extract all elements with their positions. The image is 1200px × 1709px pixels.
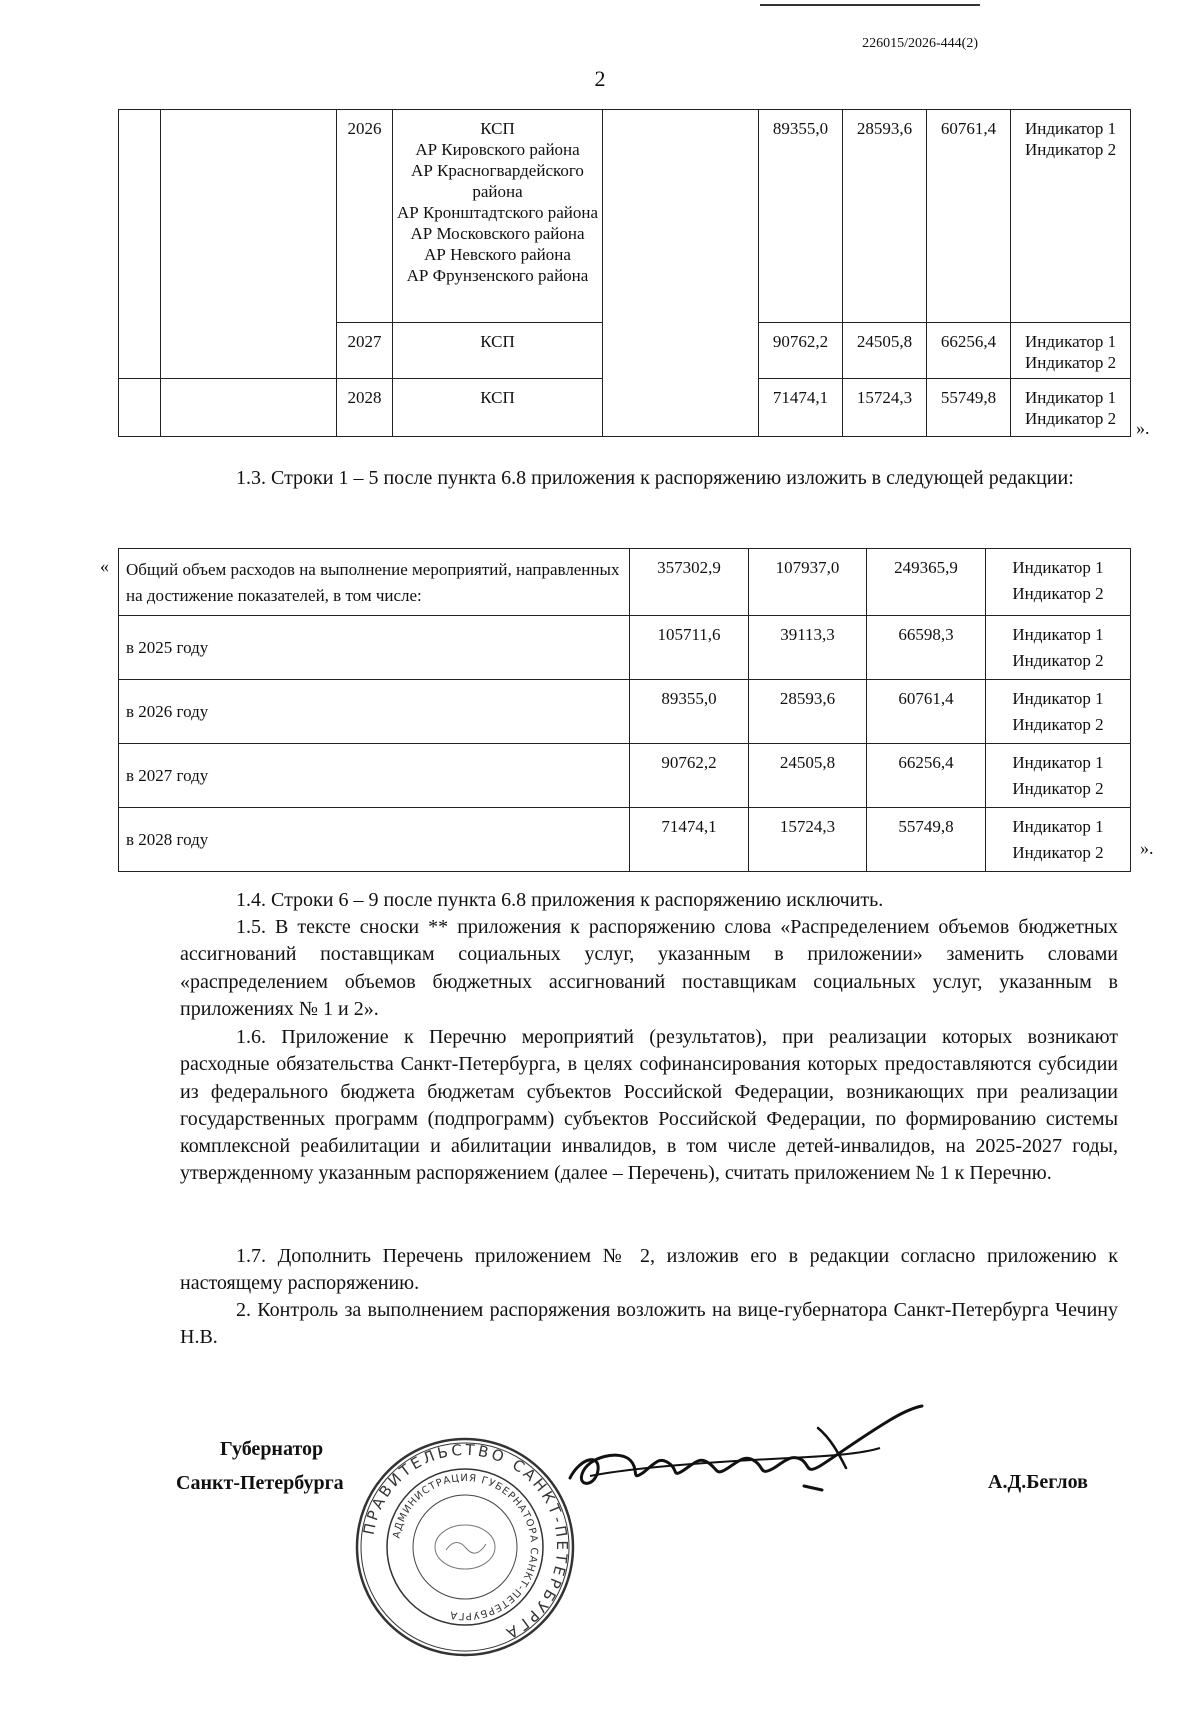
row-label: Общий объем расходов на выполнение мероприятий, направленных на достижение показателей, в том числе: — [119, 549, 630, 616]
seal-inner-text: АДМИНИСТРАЦИЯ ГУБЕРНАТОРА САНКТ-ПЕТЕРБУРГА — [391, 1472, 540, 1622]
total-cell: 89355,0 — [630, 680, 749, 744]
row-label: в 2027 году — [119, 744, 630, 808]
row-label: в 2025 году — [119, 616, 630, 680]
paragraph-2: 2. Контроль за выполнением распоряжения возложить на вице-губернатора Санкт-Петербурга Чечину Н.В. — [180, 1299, 1118, 1349]
table-row — [119, 744, 1131, 808]
signatory-role-line2: Санкт-Петербурга — [176, 1472, 344, 1494]
indicator-cell: Индикатор 1 Индикатор 2 — [986, 616, 1131, 680]
regional-cell: 60761,4 — [927, 110, 1011, 323]
handwritten-signature-icon — [560, 1398, 940, 1508]
total-cell: 90762,2 — [630, 744, 749, 808]
empty-merged-cell — [603, 110, 759, 437]
table-row — [119, 680, 1131, 744]
federal-cell: 28593,6 — [843, 110, 927, 323]
federal-cell: 15724,3 — [843, 379, 927, 437]
page-number: 2 — [594, 66, 606, 91]
signatory-role-line1: Губернатор — [220, 1438, 324, 1460]
row-label: в 2026 году — [119, 680, 630, 744]
expenses-table — [118, 548, 1131, 872]
regional-cell: 66256,4 — [927, 323, 1011, 379]
row-label: в 2028 году — [119, 808, 630, 872]
regional-cell: 60761,4 — [867, 680, 986, 744]
top-rule — [760, 4, 980, 6]
indicator-cell: Индикатор 1 Индикатор 2 — [986, 680, 1131, 744]
table-row — [119, 110, 1131, 323]
continuation-table — [118, 109, 1131, 437]
paragraph-1-6: 1.6. Приложение к Перечню мероприятий (результатов), при реализации которых возникают расходные обязательства Санкт-Петербурга, в целях софинансирования которых предоставляются субсидии из федерального бюджета бюджетам субъектов Российской Федерации, возникающих при реализации государственных программ (подпрограмм) субъектов Российской Федерации, по формированию системы комплексной реабилитации и абилитации инвалидов, в том числе детей-инвалидов, на 2025-2027 годы, утвержденному указанным распоряжением (далее – Перечень), считать приложением № 1 к Перечню. — [180, 1026, 1118, 1185]
table-row — [119, 549, 1131, 616]
paragraph-1-7: 1.7. Дополнить Перечень приложением № 2, изложив его в редакции согласно приложению к настоящему распоряжению. — [180, 1245, 1118, 1295]
federal-cell: 15724,3 — [749, 808, 867, 872]
regional-cell: 55749,8 — [867, 808, 986, 872]
indicator-cell: Индикатор 1 Индикатор 2 — [986, 549, 1131, 616]
regional-cell: 66256,4 — [867, 744, 986, 808]
total-cell: 90762,2 — [759, 323, 843, 379]
year-cell: 2026 — [337, 110, 393, 323]
indicator-cell: Индикатор 1 Индикатор 2 — [1011, 110, 1131, 323]
opening-quote: « — [100, 556, 109, 576]
regional-cell: 66598,3 — [867, 616, 986, 680]
seal-outer-text: ПРАВИТЕЛЬСТВО САНКТ-ПЕТЕРБУРГА — [359, 1440, 572, 1644]
federal-cell: 24505,8 — [843, 323, 927, 379]
official-seal-icon — [350, 1432, 580, 1662]
indicator-cell: Индикатор 1 Индикатор 2 — [1011, 379, 1131, 437]
regional-cell: 55749,8 — [927, 379, 1011, 437]
executors-cell: КСП — [393, 379, 603, 437]
signatory-name: А.Д.Беглов — [988, 1471, 1088, 1493]
document-number: 226015/2026-444(2) — [862, 36, 978, 51]
paragraph-1-3: 1.3. Строки 1 – 5 после пункта 6.8 приложения к распоряжению изложить в следующей редакции: — [236, 467, 1074, 489]
federal-cell: 107937,0 — [749, 549, 867, 616]
executors-cell: КСП АР Кировского района АР Красногвардейского района АР Кронштадтского района АР Московского района АР Невского района АР Фрунзенского района — [393, 110, 603, 323]
total-cell: 105711,6 — [630, 616, 749, 680]
indicator-cell: Индикатор 1 Индикатор 2 — [1011, 323, 1131, 379]
total-cell: 71474,1 — [630, 808, 749, 872]
indicator-cell: Индикатор 1 Индикатор 2 — [986, 744, 1131, 808]
total-cell: 357302,9 — [630, 549, 749, 616]
regional-cell: 249365,9 — [867, 549, 986, 616]
year-cell: 2028 — [337, 379, 393, 437]
total-cell: 71474,1 — [759, 379, 843, 437]
executors-cell: КСП — [393, 323, 603, 379]
total-cell: 89355,0 — [759, 110, 843, 323]
indicator-cell: Индикатор 1 Индикатор 2 — [986, 808, 1131, 872]
federal-cell: 28593,6 — [749, 680, 867, 744]
paragraph-1-5: 1.5. В тексте сноски ** приложения к распоряжению слова «Распределением объемов бюджетных ассигнований поставщикам социальных услуг, указанным в приложении» заменить словами «распределением объемов бюджетных ассигнований поставщикам социальных услуг, указанным в приложениях № 1 и 2». — [180, 916, 1118, 1020]
closing-quote-2: ». — [1140, 838, 1154, 858]
table-row — [119, 616, 1131, 680]
federal-cell: 24505,8 — [749, 744, 867, 808]
paragraph-1-4: 1.4. Строки 6 – 9 после пункта 6.8 приложения к распоряжению исключить. — [236, 889, 884, 911]
table-row — [119, 808, 1131, 872]
year-cell: 2027 — [337, 323, 393, 379]
federal-cell: 39113,3 — [749, 616, 867, 680]
closing-quote: ». — [1136, 418, 1150, 438]
